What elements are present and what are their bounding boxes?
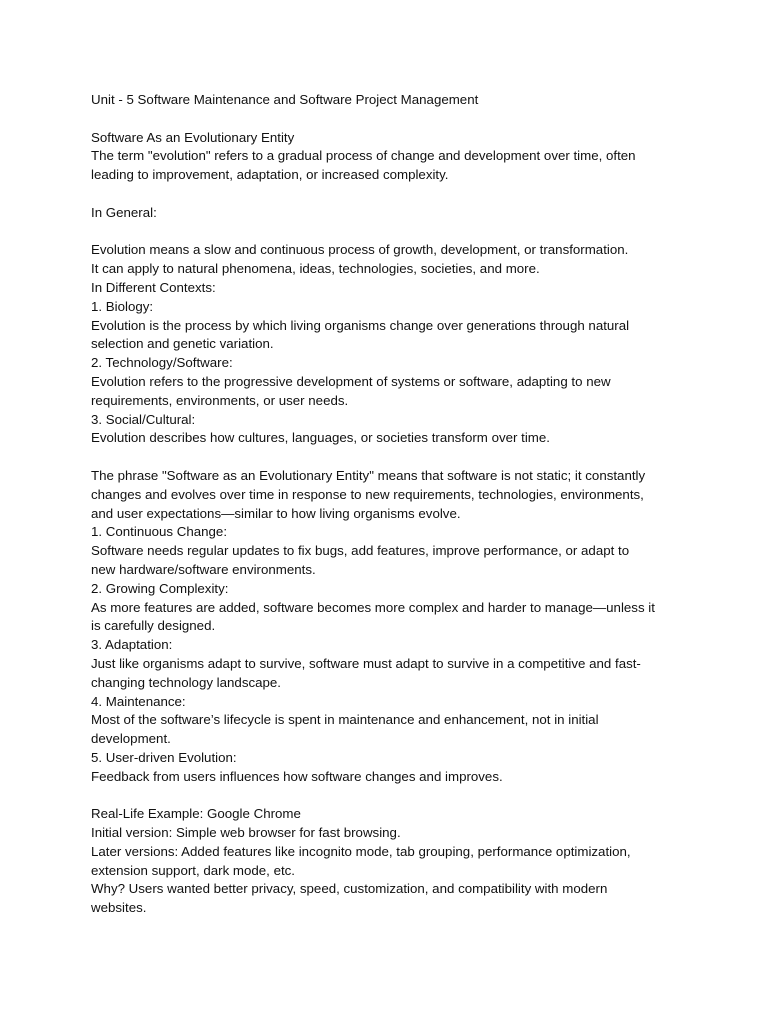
context-text-line: Evolution is the process by which living organisms change over generations through natural — [91, 317, 630, 333]
point-label: 3. Adaptation: — [91, 637, 173, 653]
point-label: 4. Maintenance: — [91, 693, 186, 709]
point-text-line: Software needs regular updates to fix bugs, add features, improve performance, or adapt to — [91, 543, 630, 559]
example-line: websites. — [91, 900, 147, 916]
section-heading: Software As an Evolutionary Entity — [91, 129, 295, 145]
spacer — [91, 185, 708, 204]
example-line: extension support, dark mode, etc. — [91, 862, 295, 878]
context-label: 3. Social/Cultural: — [91, 411, 196, 427]
point-text-line: Most of the software’s lifecycle is spent in maintenance and enhancement, not in initial — [91, 712, 599, 728]
point-text-line: new hardware/software environments. — [91, 561, 316, 577]
context-text-line: Evolution refers to the progressive development of systems or software, adapting to new — [91, 373, 611, 389]
example-line: Initial version: Simple web browser for fast browsing. — [91, 825, 401, 841]
spacer — [91, 448, 708, 467]
context-text-line: selection and genetic variation. — [91, 336, 274, 352]
point-label: 5. User-driven Evolution: — [91, 749, 237, 765]
intro-line: leading to improvement, adaptation, or increased complexity. — [91, 167, 449, 183]
example-heading: Real-Life Example: Google Chrome — [91, 806, 301, 822]
intro-line: The term "evolution" refers to a gradual process of change and development over time, often — [91, 148, 636, 164]
example-line: Why? Users wanted better privacy, speed, customization, and compatibility with modern — [91, 881, 608, 897]
point-label: 1. Continuous Change: — [91, 524, 228, 540]
example-line: Later versions: Added features like incognito mode, tab grouping, performance optimization, — [91, 843, 631, 859]
document-body — [91, 91, 708, 918]
contexts-heading: In Different Contexts: — [91, 279, 216, 295]
context-label: 2. Technology/Software: — [91, 355, 233, 371]
point-text-line: As more features are added, software becomes more complex and harder to manage—unless it — [91, 599, 655, 615]
point-text-line: development. — [91, 731, 171, 747]
document-title: Unit - 5 Software Maintenance and Software Project Management — [91, 92, 479, 107]
general-text-line: Evolution means a slow and continuous process of growth, development, or transformation. — [91, 242, 629, 258]
phrase-line: The phrase "Software as an Evolutionary Entity" means that software is not static; it constantly — [91, 467, 646, 483]
phrase-line: and user expectations—similar to how living organisms evolve. — [91, 505, 461, 521]
point-text-line: is carefully designed. — [91, 618, 216, 634]
spacer — [91, 223, 708, 242]
point-text-line: Just like organisms adapt to survive, software must adapt to survive in a competitive and fast- — [91, 655, 641, 671]
point-text-line: changing technology landscape. — [91, 674, 281, 690]
general-text-line: It can apply to natural phenomena, ideas, technologies, societies, and more. — [91, 261, 540, 277]
point-label: 2. Growing Complexity: — [91, 580, 229, 596]
general-heading: In General: — [91, 204, 157, 220]
context-label: 1. Biology: — [91, 298, 154, 314]
phrase-line: changes and evolves over time in response to new requirements, technologies, environments, — [91, 486, 644, 502]
context-text-line: Evolution describes how cultures, languages, or societies transform over time. — [91, 430, 550, 446]
context-text-line: requirements, environments, or user needs. — [91, 392, 349, 408]
point-text-line: Feedback from users influences how software changes and improves. — [91, 768, 503, 784]
spacer — [91, 786, 708, 805]
spacer — [91, 110, 708, 129]
